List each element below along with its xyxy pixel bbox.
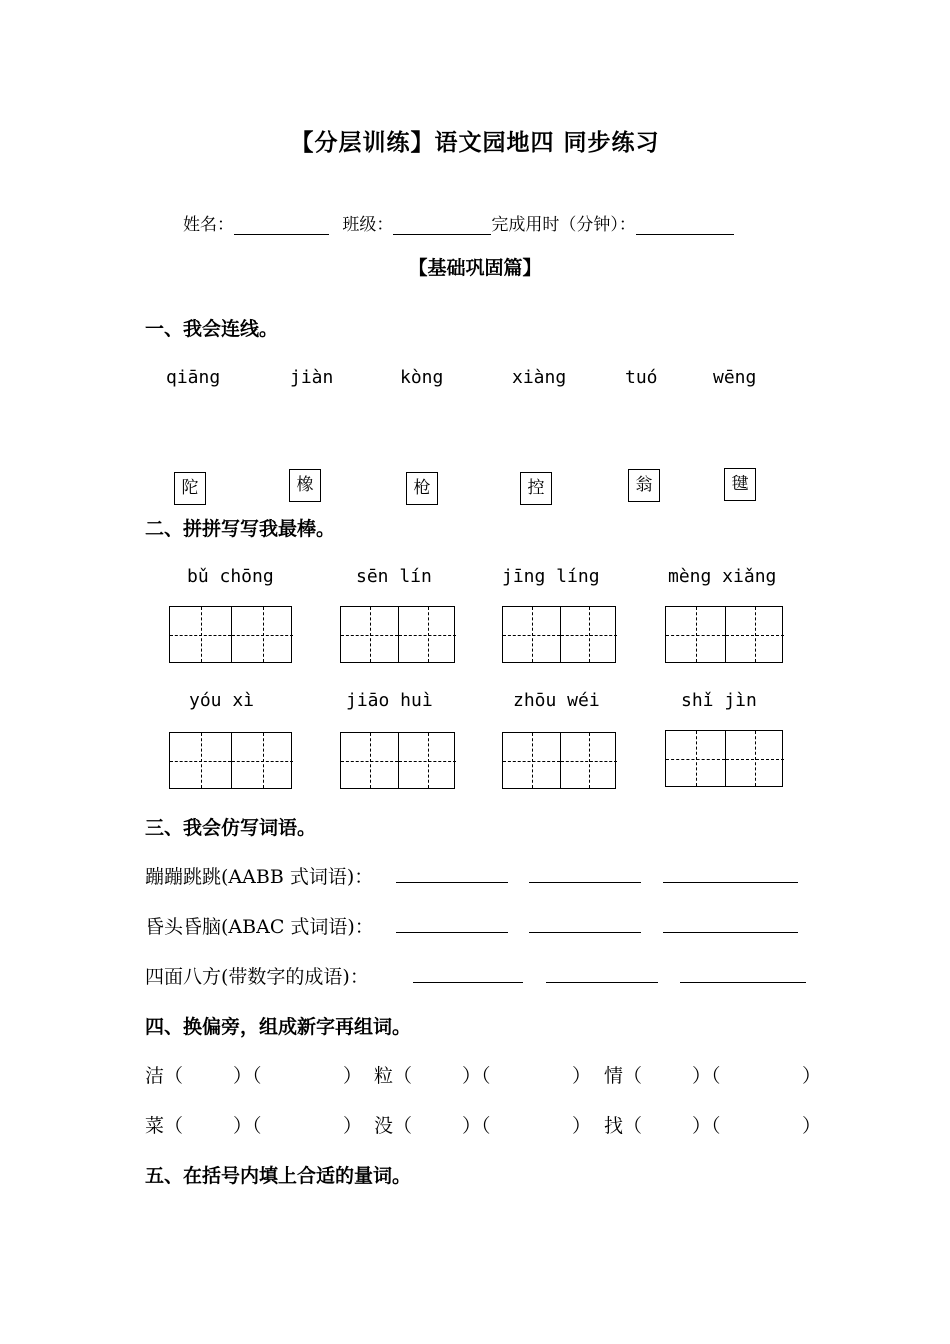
radical-paren[interactable]: ） [343,1065,363,1087]
writing-grid[interactable] [665,606,783,663]
name-field[interactable] [234,216,329,235]
writing-grid[interactable] [340,606,455,663]
radical-paren[interactable]: ） [802,1065,822,1087]
imitation-prompt: 昏头昏脑(ABAC 式词语)： [145,916,374,938]
time-field[interactable] [636,216,734,235]
answer-blank[interactable] [529,882,641,883]
page-title: 【分层训练】语文园地四 同步练习 [290,130,660,156]
radical-paren[interactable]: ） [572,1115,592,1137]
match-char-box[interactable]: 陀 [174,472,206,505]
radical-paren[interactable]: ） [343,1115,363,1137]
pinyin-label: sēn lín [356,566,432,587]
match-char-box[interactable]: 翁 [628,469,660,502]
radical-item: 洁（ [145,1065,184,1087]
imitation-prompt: 四面八方(带数字的成语)： [145,966,369,988]
radical-paren[interactable]: ）（ [233,1115,262,1137]
student-info-line [183,210,734,235]
radical-paren[interactable]: ）（ [233,1065,262,1087]
imitation-prompt: 蹦蹦跳跳(AABB 式词语)： [145,866,374,888]
pinyin-label: xiàng [512,367,567,388]
radical-item: 菜（ [145,1115,184,1137]
pinyin-label: zhōu wéi [513,690,600,711]
pinyin-label: shǐ jìn [681,690,757,711]
writing-grid[interactable] [502,732,616,789]
writing-grid[interactable] [502,606,616,663]
pinyin-label: bǔ chōng [187,566,274,587]
radical-paren[interactable]: ） [572,1065,592,1087]
writing-grid[interactable] [169,606,292,663]
section-4-heading: 四、换偏旁，组成新字再组词。 [145,1016,412,1038]
match-char-box[interactable]: 枪 [406,472,438,505]
answer-blank[interactable] [413,982,523,983]
radical-paren[interactable]: ）（ [462,1065,491,1087]
pinyin-label: mèng xiǎng [668,566,777,587]
writing-grid[interactable] [169,732,292,789]
pinyin-label: tuó [625,367,658,388]
radical-paren[interactable]: ）（ [462,1115,491,1137]
class-field[interactable] [393,216,491,235]
section-5-heading: 五、在括号内填上合适的量词。 [145,1165,412,1187]
class-label: 班级： [342,215,394,235]
radical-paren[interactable]: ）（ [692,1065,721,1087]
answer-blank[interactable] [663,882,798,883]
answer-blank[interactable] [546,982,658,983]
answer-blank[interactable] [396,932,508,933]
pinyin-label: jiāo huì [346,690,433,711]
radical-item: 粒（ [374,1065,413,1087]
match-char-box[interactable]: 毽 [724,468,756,501]
pinyin-label: wēng [713,367,757,388]
answer-blank[interactable] [680,982,806,983]
match-char-box[interactable]: 控 [520,472,552,505]
radical-item: 找（ [604,1115,643,1137]
answer-blank[interactable] [396,882,508,883]
pinyin-label: kòng [400,367,444,388]
radical-item: 情（ [604,1065,643,1087]
writing-grid[interactable] [665,730,783,787]
radical-paren[interactable]: ）（ [692,1115,721,1137]
name-label: 姓名： [183,215,234,235]
section-1-heading: 一、我会连线。 [145,318,279,340]
radical-paren[interactable]: ） [802,1115,822,1137]
pinyin-label: yóu xì [189,690,255,711]
section-subhead: 【基础巩固篇】 [408,257,542,279]
pinyin-label: jīng líng [502,566,600,587]
pinyin-label: jiàn [290,367,334,388]
section-3-heading: 三、我会仿写词语。 [145,817,317,839]
time-label: 完成用时（分钟）： [491,215,636,235]
pinyin-label: qiāng [166,367,221,388]
match-char-box[interactable]: 橡 [289,469,321,502]
radical-item: 没（ [374,1115,413,1137]
answer-blank[interactable] [529,932,641,933]
writing-grid[interactable] [340,732,455,789]
section-2-heading: 二、拼拼写写我最棒。 [145,518,336,540]
answer-blank[interactable] [663,932,798,933]
